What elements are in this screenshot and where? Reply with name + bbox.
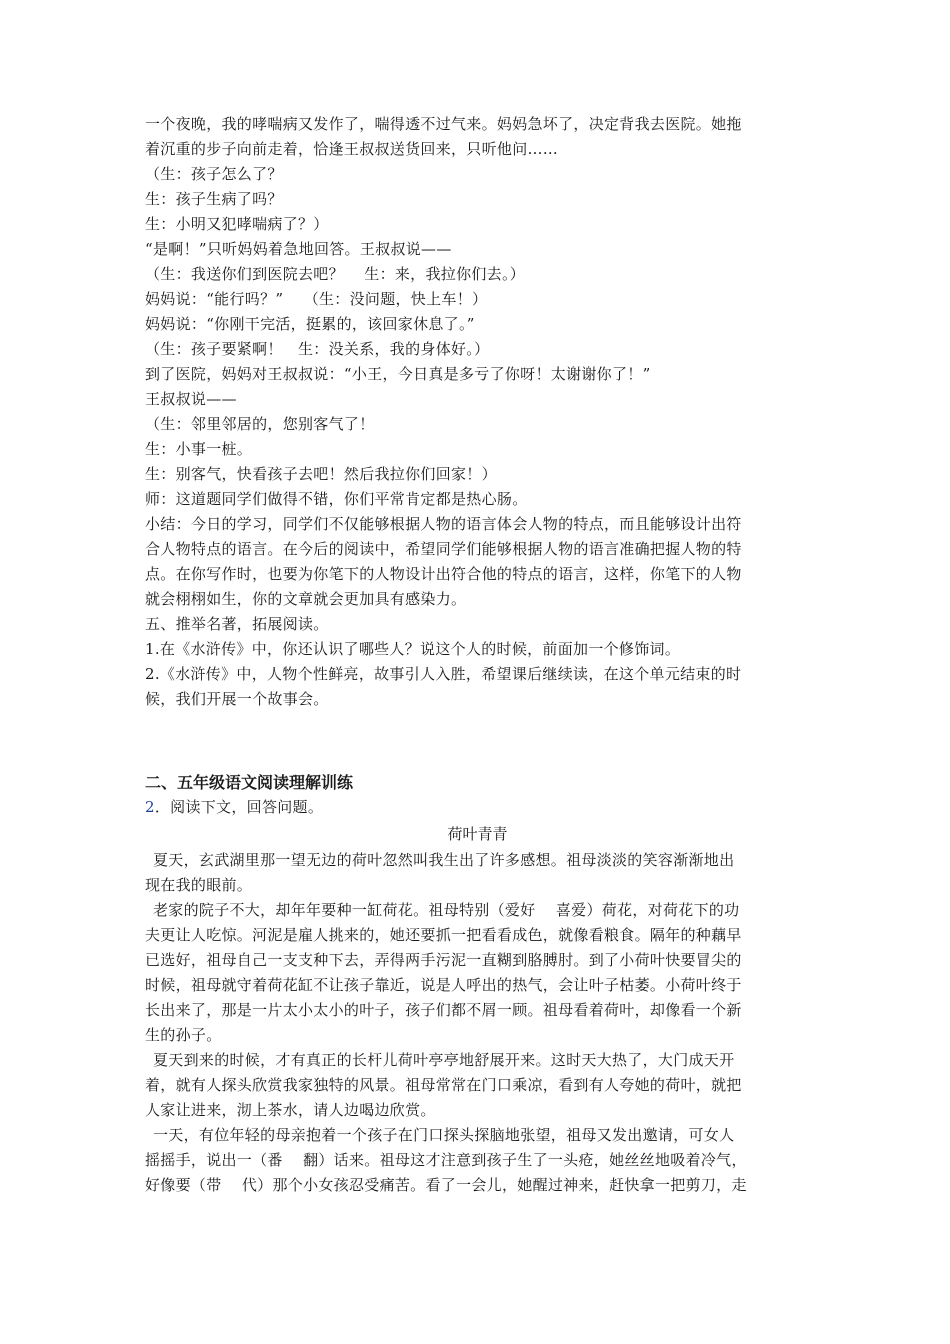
article-line: 现在我的眼前。 <box>145 876 253 894</box>
paragraph-line: 小结：今日的学习，同学们不仅能够根据人物的语言体会人物的特点，而且能够设计出符 <box>145 515 742 533</box>
paragraph-line: 妈妈说：“你刚干完活，挺累的，该回家休息了。” <box>145 315 475 333</box>
article-line: 时候，祖母就守着荷花缸不让孩子靠近，说是人呼出的热气，会让叶子枯萎。小荷叶终于 <box>145 976 742 994</box>
paragraph-line: “是啊！”只听妈妈着急地回答。王叔叔说—— <box>145 240 452 258</box>
article-line: 老家的院子不大，却年年要种一缸荷花。祖母特别（爱好 喜爱）荷花，对荷花下的功 <box>153 901 740 919</box>
section-1-body <box>145 112 810 712</box>
paragraph-line: （生：我送你们到医院去吧？ 生：来，我拉你们去。） <box>145 265 526 283</box>
paragraph-line: 五、推举名著，拓展阅读。 <box>145 615 329 633</box>
article-line: 一天，有位年轻的母亲抱着一个孩子在门口探头探脑地张望，祖母又发出邀请，可女人 <box>153 1126 735 1144</box>
article-line: 夏天到来的时候，才有真正的长杆儿荷叶亭亭地舒展开来。这时天大热了，大门成天开 <box>153 1051 735 1069</box>
paragraph-line: 点。在你写作时，也要为你笔下的人物设计出符合他的特点的语言，这样，你笔下的人物 <box>145 565 742 583</box>
article-line: 长出来了，那是一片太小太小的叶子，孩子们都不屑一顾。祖母看着荷叶，却像看一个新 <box>145 1001 742 1019</box>
article-line: 好像要（带 代）那个小女孩忍受痛苦。看了一会儿，她醒过神来，赶快拿一把剪刀，走 <box>145 1176 747 1194</box>
article-line: 着，就有人探头欣赏我家独特的风景。祖母常常在门口乘凉，看到有人夸她的荷叶，就把 <box>145 1076 742 1094</box>
question-number: 2 <box>145 798 155 816</box>
paragraph-line: 1.在《水浒传》中，你还认识了哪些人？说这个人的时候，前面加一个修饰词。 <box>145 640 681 658</box>
paragraph-line: 合人物特点的语言。在今后的阅读中，希望同学们能够根据人物的语言准确把握人物的特 <box>145 540 742 558</box>
question-text: ．阅读下文，回答问题。 <box>154 798 324 816</box>
paragraph-line: 王叔叔说—— <box>145 390 237 408</box>
paragraph-line: 生：别客气，快看孩子去吧！然后我拉你们回家！） <box>145 465 497 483</box>
section-heading: 二、五年级语文阅读理解训练 <box>145 773 354 792</box>
paragraph-line: 生：小事一桩。 <box>145 440 253 458</box>
article-title: 荷叶青青 <box>447 825 508 843</box>
article-line: 夫更让人吃惊。河泥是雇人挑来的，她还要抓一把看看成色，就像看粮食。隔年的种藕早 <box>145 926 742 944</box>
paragraph-line: 师：这道题同学们做得不错，你们平常肯定都是热心肠。 <box>145 490 528 508</box>
paragraph-line: （生：孩子要紧啊！ 生：没关系，我的身体好。） <box>145 340 490 358</box>
article-line: 摇摇手，说出一（番 翻）话来。祖母这才注意到孩子生了一头疮，她丝丝地吸着冷气， <box>145 1151 747 1169</box>
paragraph-line: （生：孩子怎么了？ <box>145 165 283 183</box>
paragraph-line: 2.《水浒传》中，人物个性鲜亮，故事引人入胜，希望课后继续读，在这个单元结束的时 <box>145 665 742 683</box>
paragraph-line: 生：孩子生病了吗？ <box>145 190 283 208</box>
article-body <box>145 848 810 1198</box>
article-line: 已选好，祖母自己一支支种下去，弄得两手污泥一直糊到胳膊肘。到了小荷叶快要冒尖的 <box>145 951 742 969</box>
paragraph-line: 生：小明又犯哮喘病了？） <box>145 215 329 233</box>
paragraph-line: 候，我们开展一个故事会。 <box>145 690 329 708</box>
document-page <box>145 112 810 1198</box>
question-prompt <box>145 795 810 820</box>
paragraph-line: 着沉重的步子向前走着，恰逢王叔叔送货回来，只听他问…… <box>145 140 559 158</box>
article-line: 人家让进来，沏上茶水，请人边喝边欣赏。 <box>145 1101 436 1119</box>
article-line: 夏天，玄武湖里那一望无边的荷叶忽然叫我生出了许多感想。祖母淡淡的笑容渐渐地出 <box>153 851 735 869</box>
paragraph-line: 到了医院，妈妈对王叔叔说：“小王，今日真是多亏了你呀！太谢谢你了！” <box>145 365 651 383</box>
paragraph-line: 妈妈说：“能行吗？” （生：没问题，快上车！） <box>145 290 488 308</box>
paragraph-line: 一个夜晚，我的哮喘病又发作了，喘得透不过气来。妈妈急坏了，决定背我去医院。她拖 <box>145 115 742 133</box>
section-spacer <box>145 712 810 768</box>
article-line: 生的孙子。 <box>145 1026 222 1044</box>
paragraph-line: 就会栩栩如生，你的文章就会更加具有感染力。 <box>145 590 467 608</box>
paragraph-line: （生：邻里邻居的，您别客气了！ <box>145 415 375 433</box>
